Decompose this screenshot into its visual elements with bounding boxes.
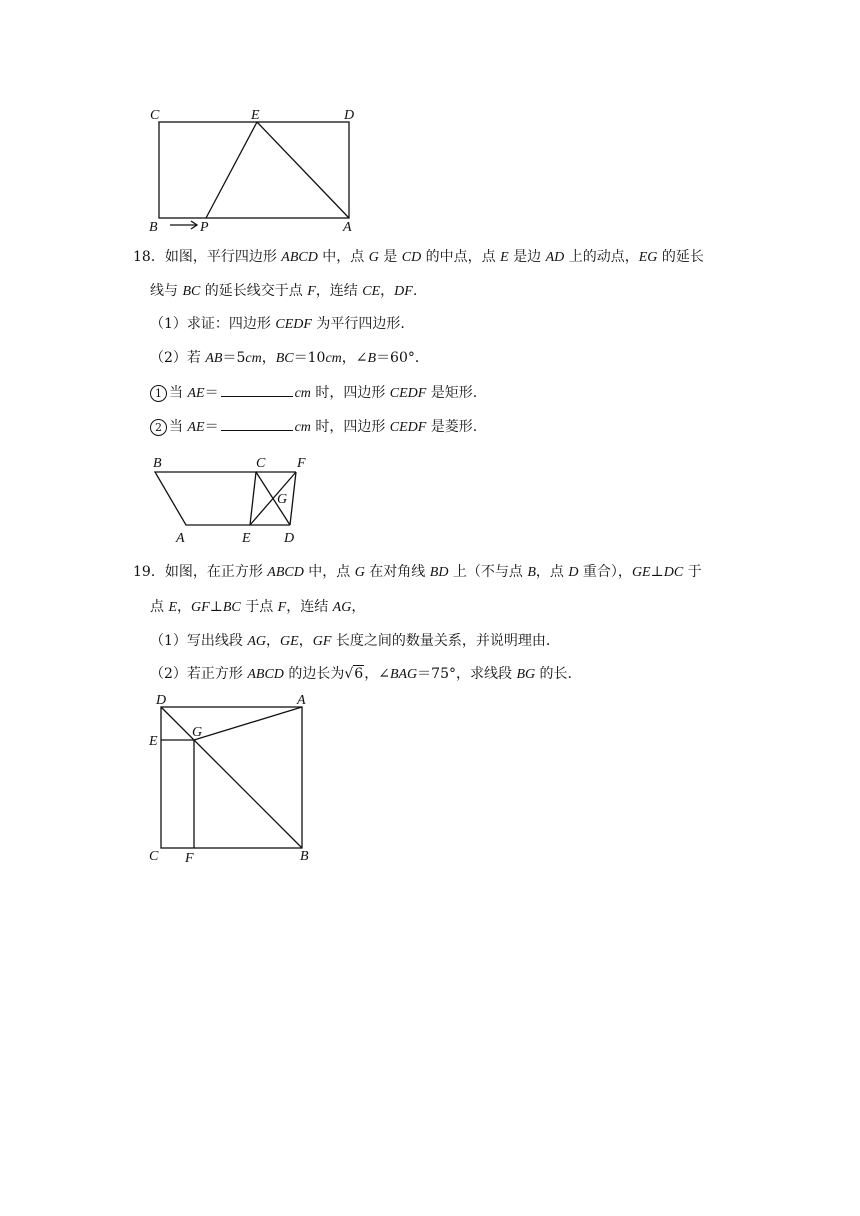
q19-line2: 点 E，GF⊥BC 于点 F，连结 AG，	[150, 599, 366, 615]
q19-part1: （1）写出线段 AG，GE，GF 长度之间的数量关系，并说明理由.	[150, 633, 551, 649]
label-e: E	[149, 734, 158, 749]
label-d: D	[344, 108, 355, 123]
q18-part1: （1）求证：四边形 CEDF 为平行四边形.	[150, 316, 405, 332]
label-d: D	[156, 693, 167, 708]
answer-blank[interactable]	[221, 416, 293, 431]
label-a: A	[343, 220, 352, 235]
label-g: G	[277, 492, 288, 507]
answer-blank[interactable]	[221, 382, 293, 397]
label-b: B	[149, 220, 158, 235]
label-b: B	[300, 849, 309, 864]
q18-line2: 线与 BC 的延长线交于点 F，连结 CE，DF.	[150, 283, 418, 299]
q18-subquestion-rhombus: 2 当 AE＝ cm 时，四边形 CEDF 是菱形.	[150, 416, 477, 438]
q18-part2: （2）若 AB＝5cm，BC＝10cm，∠B＝60°．	[150, 350, 429, 366]
figure-rectangle-cbad	[140, 100, 380, 244]
label-g: G	[192, 725, 203, 740]
q18-subquestion-rectangle: 1 当 AE＝ cm 时，四边形 CEDF 是矩形.	[150, 382, 477, 404]
label-d: D	[284, 531, 295, 546]
q19-line1: 19．如图，在正方形 ABCD 中，点 G 在对角线 BD 上（不与点 B，点 D 重合），GE⊥DC 于	[133, 564, 702, 580]
label-b: B	[153, 456, 162, 471]
label-e: E	[242, 531, 251, 546]
label-c: C	[149, 849, 159, 864]
label-c: C	[150, 108, 160, 123]
label-c: C	[256, 456, 266, 471]
q19-part2: （2）若正方形 ABCD 的边长为√6，∠BAG＝75°，求线段 BG 的长.	[150, 666, 573, 682]
label-a: A	[297, 693, 306, 708]
label-e: E	[251, 108, 260, 123]
q18-line1: 18．如图，平行四边形 ABCD 中，点 G 是 CD 的中点，点 E 是边 AD 上的动点，EG 的延长	[133, 249, 704, 265]
sqrt-symbol: √6	[344, 666, 364, 682]
figure-parallelogram-abcd	[140, 450, 330, 554]
figure-square-abcd	[140, 690, 330, 874]
label-p: P	[200, 220, 209, 235]
label-f: F	[185, 851, 194, 866]
label-f: F	[297, 456, 306, 471]
label-a: A	[176, 531, 185, 546]
